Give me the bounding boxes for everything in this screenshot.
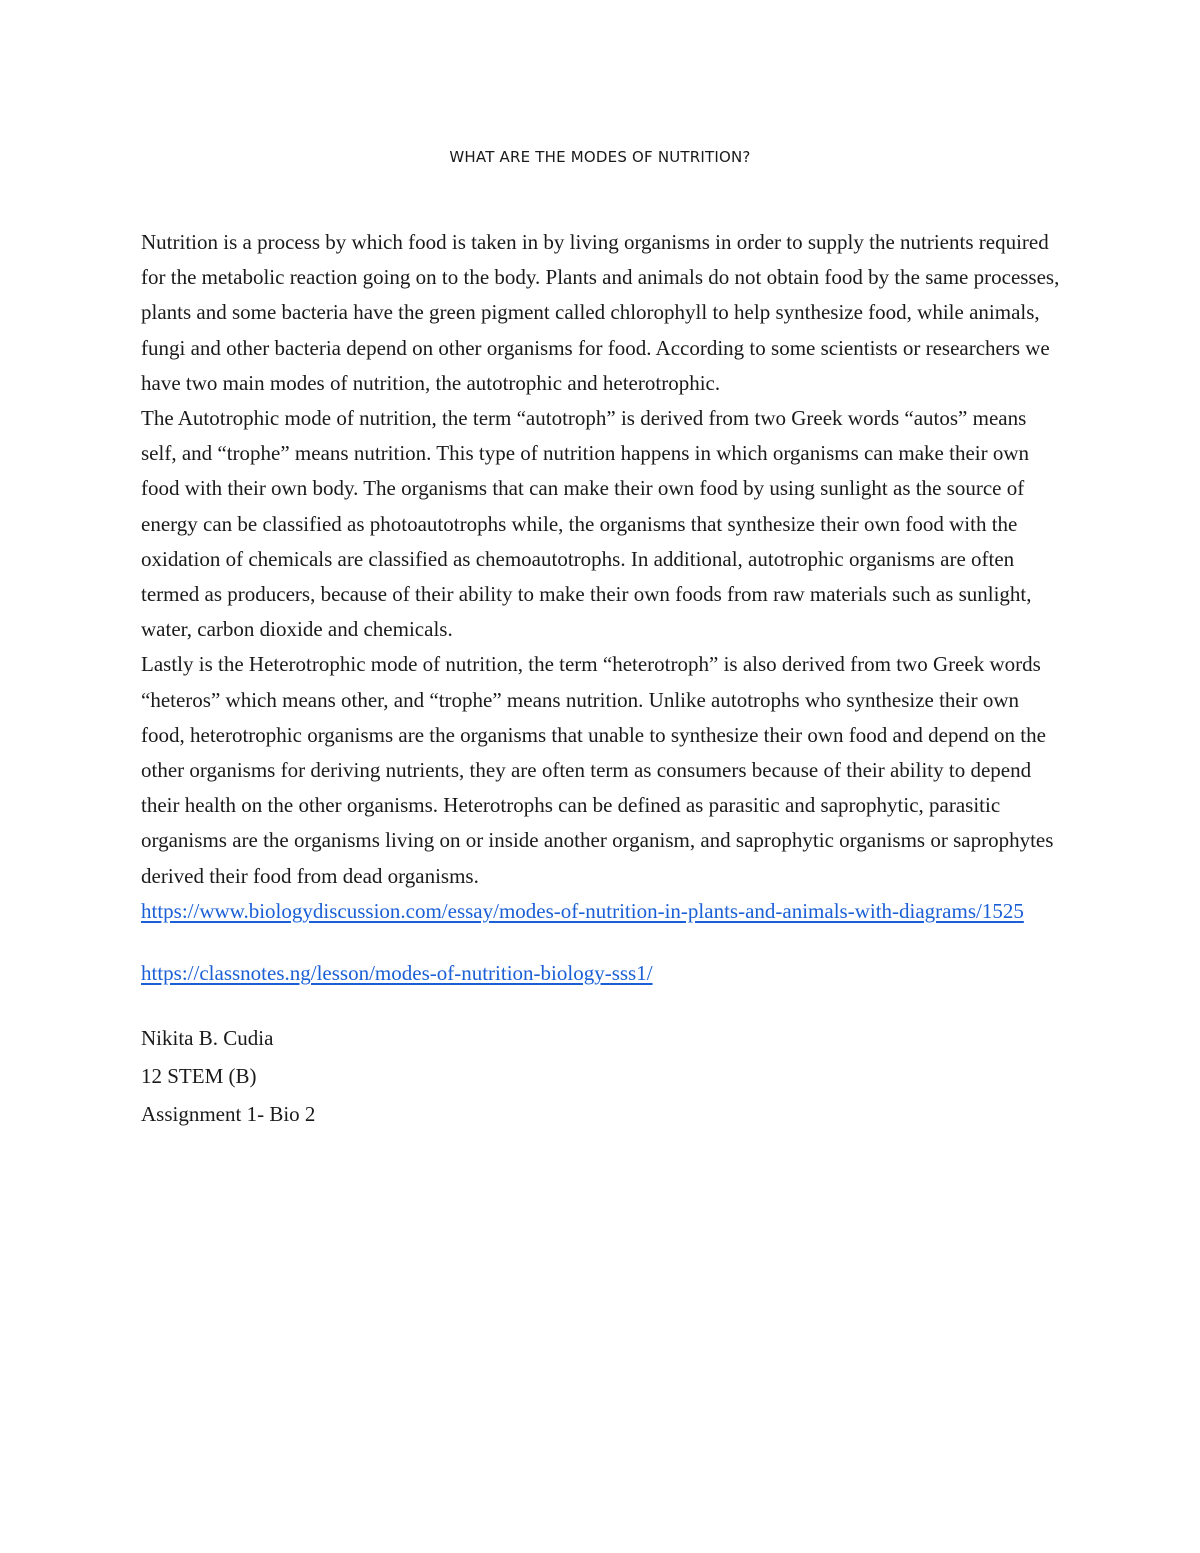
spacer	[141, 929, 1066, 956]
paragraph-autotrophic: The Autotrophic mode of nutrition, the term “autotroph” is derived from two Greek words “autos” means self, and “trophe” means nutrition. This type of nutrition happens in which organisms can make their own food with their own body. The organisms that can make their own food by using sunlight as the source of energy can be classified as photoautotrophs while, the organisms that synthesize their own food with the oxidation of chemicals are classified as chemoautotrophs. In additional, autotrophic organisms are often termed as producers, because of their ability to make their own foods from raw materials such as sunlight, water, carbon dioxide and chemicals.	[141, 406, 1032, 642]
paragraph-intro: Nutrition is a process by which food is taken in by living organisms in order to supply the nutrients required for the metabolic reaction going on to the body. Plants and animals do not obtain food by the same processes, plants and some bacteria have the green pigment called chlorophyll to help synthesize food, while animals, fungi and other bacteria depend on other organisms for food. According to some scientists or researchers we have two main modes of nutrition, the autotrophic and heterotrophic.	[141, 230, 1060, 395]
signature-block	[141, 1019, 1066, 1133]
document-title: WHAT ARE THE MODES OF NUTRITION?	[449, 148, 751, 166]
paragraph-heterotrophic: Lastly is the Heterotrophic mode of nutrition, the term “heterotroph” is also derived from two Greek words “heteros” which means other, and “trophe” means nutrition. Unlike autotrophs who synthesize their own food, heterotrophic organisms are the organisms that unable to synthesize their own food and depend on the other organisms for deriving nutrients, they are often term as consumers because of their ability to depend their health on the other organisms. Heterotrophs can be defined as parasitic and saprophytic, parasitic organisms are the organisms living on or inside another organism, and saprophytic organisms or saprophytes derived their food from dead organisms.	[141, 652, 1054, 888]
author-name: Nikita B. Cudia	[141, 1026, 274, 1051]
reference-link-biologydiscussion[interactable]: https://www.biologydiscussion.com/essay/modes-of-nutrition-in-plants-and-animals-with-diagrams/1525	[141, 898, 1024, 923]
reference-link-classnotes[interactable]: https://classnotes.ng/lesson/modes-of-nutrition-biology-sss1/	[141, 961, 653, 986]
document-body	[141, 225, 1066, 1133]
author-section: 12 STEM (B)	[141, 1064, 257, 1089]
assignment-label: Assignment 1- Bio 2	[141, 1102, 316, 1127]
spacer	[141, 991, 1066, 1019]
